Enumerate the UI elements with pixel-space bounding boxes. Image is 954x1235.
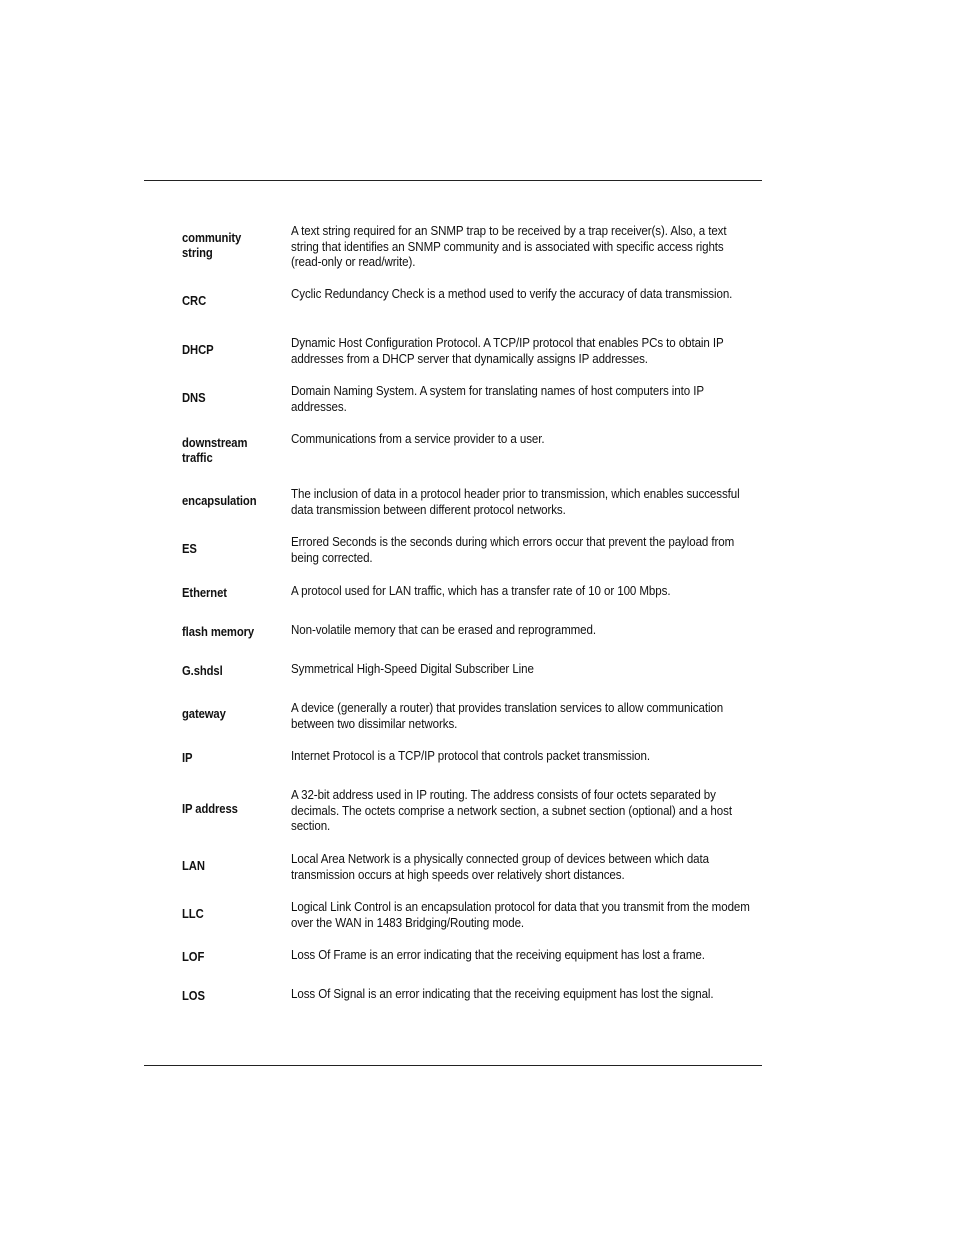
- glossary-definition: Dynamic Host Configuration Protocol. A TCP/IP protocol that enables PCs to obtain IP addresses from a DHCP server that dynamically assigns IP addresses.: [291, 335, 724, 366]
- glossary-term: LOS: [182, 989, 205, 1004]
- glossary-definition: Internet Protocol is a TCP/IP protocol that controls packet transmission.: [291, 748, 650, 763]
- glossary-term: flash memory: [182, 625, 255, 640]
- glossary-definition: Cyclic Redundancy Check is a method used to verify the accuracy of data transmission.: [291, 286, 733, 301]
- glossary-definition: A text string required for an SNMP trap to be received by a trap receiver(s). Also, a text string that identifies an SNMP community and is associated with specific access rights (read-only or read/write).: [291, 223, 727, 270]
- glossary-term: Ethernet: [182, 586, 227, 601]
- glossary-definition: Domain Naming System. A system for translating names of host computers into IP addresses.: [291, 383, 704, 414]
- glossary-definition: Communications from a service provider to a user.: [291, 431, 545, 446]
- glossary-definition: Non-volatile memory that can be erased and reprogrammed.: [291, 622, 596, 637]
- glossary-term: ES: [182, 542, 197, 557]
- glossary-definition: A protocol used for LAN traffic, which has a transfer rate of 10 or 100 Mbps.: [291, 583, 671, 598]
- glossary-definition: Errored Seconds is the seconds during which errors occur that prevent the payload from being corrected.: [291, 534, 735, 565]
- glossary-term: LAN: [182, 859, 205, 874]
- glossary-definition: Symmetrical High-Speed Digital Subscriber Line: [291, 661, 534, 676]
- glossary-term: community string: [182, 230, 242, 260]
- glossary-term: G.shdsl: [182, 664, 223, 679]
- glossary-term: DHCP: [182, 343, 214, 358]
- glossary-term: encapsulation: [182, 494, 257, 509]
- glossary-term: IP: [182, 751, 193, 766]
- glossary-definition: Logical Link Control is an encapsulation protocol for data that you transmit from the modem over the WAN in 1483 Bridging/Routing mode.: [291, 899, 750, 930]
- glossary-definition: Loss Of Signal is an error indicating that the receiving equipment has lost the signal.: [291, 986, 714, 1001]
- footer-rule: [144, 1065, 762, 1066]
- glossary-term: downstream traffic: [182, 435, 248, 465]
- glossary-term: gateway: [182, 707, 226, 722]
- glossary-term: DNS: [182, 391, 206, 406]
- glossary-term: CRC: [182, 294, 207, 309]
- glossary-definition: A device (generally a router) that provides translation services to allow communication between two dissimilar networks.: [291, 700, 724, 731]
- glossary-term: IP address: [182, 802, 238, 817]
- glossary-definition: A 32-bit address used in IP routing. The address consists of four octets separated by decimals. The octets comprise a network section, a subnet section (optional) and a host section.: [291, 787, 732, 834]
- glossary-term: LOF: [182, 950, 205, 965]
- glossary-definition: The inclusion of data in a protocol header prior to transmission, which enables successful data transmission between different protocol networks.: [291, 486, 740, 517]
- glossary-definition: Loss Of Frame is an error indicating that the receiving equipment has lost a frame.: [291, 947, 705, 962]
- glossary-term: LLC: [182, 907, 204, 922]
- glossary-definition: Local Area Network is a physically connected group of devices between which data transmission occurs at high speeds over relatively short distances.: [291, 851, 710, 882]
